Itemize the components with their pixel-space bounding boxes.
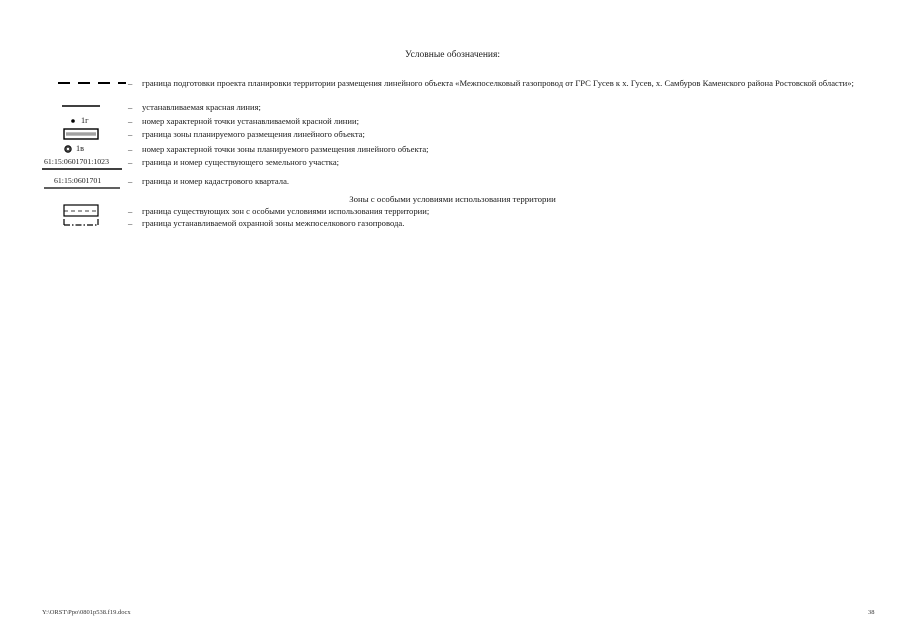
legend-dash: –: [128, 116, 133, 126]
legend-title: Условные обозначения:: [404, 50, 500, 60]
zone-box-icon: [36, 128, 126, 140]
legend-dash: –: [128, 144, 133, 154]
existing-zone-icon: [36, 204, 126, 216]
quarter-icon: [0, 176, 125, 192]
legend-dash: –: [128, 157, 133, 167]
dashed-line-icon: [36, 79, 126, 91]
legend-dash: –: [128, 176, 133, 186]
legend-text: граница и номер кадастрового квартала.: [142, 176, 290, 186]
legend-text: устанавливаемая красная линия;: [142, 102, 261, 112]
legend-text: граница и номер существующего земельного участка;: [142, 157, 340, 167]
legend-text: номер характерной точки зоны планируемого размещения линейного объекта;: [142, 144, 429, 154]
legend-dash: –: [128, 129, 133, 139]
parcel-icon: [0, 157, 125, 173]
legend-text: номер характерной точки устанавливаемой красной линии;: [142, 116, 359, 126]
legend-dash: –: [128, 102, 133, 112]
solid-line-icon: [36, 102, 126, 114]
circle-point-icon: [36, 144, 126, 156]
legend-text: граница существующих зон с особыми условиями использования территории;: [142, 206, 430, 216]
point-label: 1г: [81, 116, 89, 125]
point-icon: [36, 116, 126, 128]
parcel-number: 61:15:0601701:1023: [44, 157, 109, 166]
legend-dash: –: [128, 206, 133, 216]
protection-zone-icon: [36, 218, 126, 230]
zones-subtitle: Зоны с особыми условиями использования территории: [349, 194, 556, 204]
footer-file-path: Y:\ORST\Ppo\0801p538.f19.docx: [42, 609, 131, 616]
legend-dash: –: [128, 78, 133, 88]
footer-page-number: 38: [868, 609, 875, 616]
quarter-number: 61:15:0601701: [54, 176, 102, 185]
point-label: 1в: [76, 144, 84, 153]
legend-text: граница подготовки проекта планировки территории размещения линейного объекта «Межпоселковый газопровод от ГРС Гусев к х. Гусев, х. Самбуров Каменского района Ростовской области»;: [142, 78, 854, 88]
legend-dash: –: [128, 218, 133, 228]
legend-text: граница устанавливаемой охранной зоны межпоселкового газопровода.: [142, 218, 405, 228]
legend-text: граница зоны планируемого размещения линейного объекта;: [142, 129, 365, 139]
